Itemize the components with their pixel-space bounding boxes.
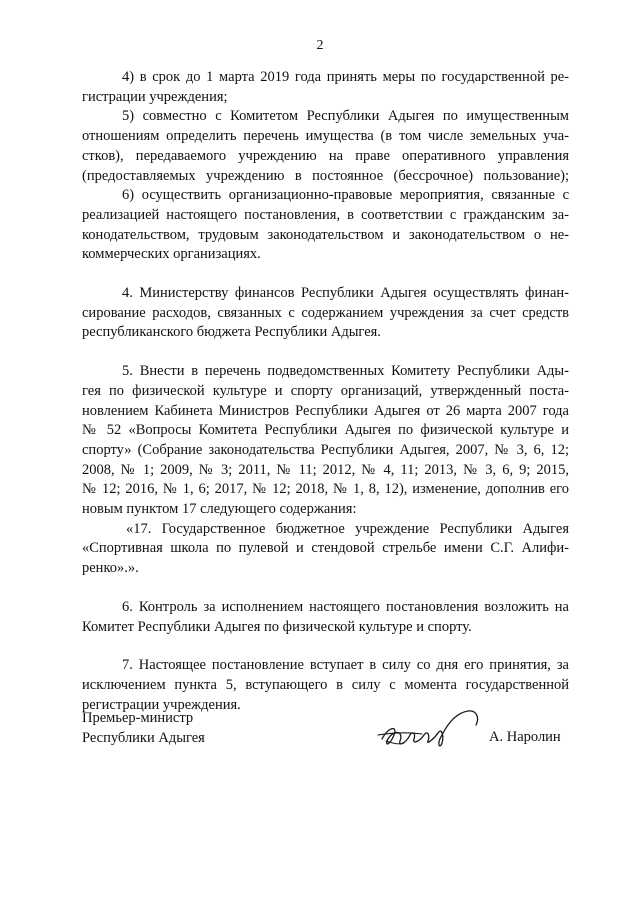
text-line: регистрации учреждения.: [82, 696, 241, 713]
text-line: республиканского бюджета Республики Адыгея.: [82, 324, 381, 341]
signatory-name: А. Наролин: [489, 729, 561, 745]
text-line: ренко».».: [82, 560, 139, 577]
text-line: исключением пункта 5, вступающего в силу с момента государственной: [82, 676, 569, 693]
text-line: новлением Кабинета Министров Республики Адыгея от 26 марта 2007 года: [82, 402, 569, 419]
text-line: «17. Государственное бюджетное учреждение Республики Адыгея: [126, 520, 569, 537]
text-line: 4. Министерству финансов Республики Адыгея осуществлять финан-: [122, 285, 569, 302]
text-line: Комитет Республики Адыгея по физической культуре и спорту.: [82, 618, 472, 635]
signatory-title: [82, 709, 205, 748]
text-line: новым пунктом 17 следующего содержания:: [82, 501, 357, 518]
text-line: № 52 «Вопросы Комитета Республики Адыгея по физической культуре и: [82, 422, 569, 439]
signatory-title-line: Премьер-министр: [82, 710, 194, 726]
text-line: № 12; 2016, № 1, 6; 2017, № 12; 2018, № 1, 8, 12), изменение, дополнив его: [82, 481, 569, 498]
text-line: гея по физической культуре и спорту организаций, утвержденный поста-: [82, 382, 569, 399]
paragraph-gap: [82, 637, 569, 656]
text-line: конодательством, трудовым законодательством и законодательством о не-: [82, 226, 569, 243]
text-line: стков), передаваемого учреждению на праве оперативного управления: [82, 147, 569, 164]
text-line: «Спортивная школа по пулевой и стендовой стрельбе имени С.Г. Алифи-: [82, 540, 569, 557]
text-line: 2008, № 1; 2009, № 3; 2011, № 11; 2012, № 4, 11; 2013, № 3, 6, 9; 2015,: [82, 461, 569, 478]
document-body: [82, 68, 569, 715]
handwritten-signature: [372, 705, 484, 755]
text-line: 7. Настоящее постановление вступает в силу со дня его принятия, за: [122, 657, 569, 674]
text-line: коммерческих организациях.: [82, 246, 261, 263]
text-line: 5. Внести в перечень подведомственных Комитету Республики Ады-: [122, 363, 569, 380]
paragraph-gap: [82, 343, 569, 362]
text-line: сирование расходов, связанных с содержанием учреждения за счет средств: [82, 304, 569, 321]
paragraph-gap: [82, 265, 569, 284]
text-line: (предоставляемых учреждению в постоянное (бессрочное) пользование);: [82, 167, 569, 184]
signatory-title-line: Республики Адыгея: [82, 729, 205, 746]
text-line: спорту» (Собрание законодательства Республики Адыгея, 2007, № 3, 6, 12;: [82, 441, 569, 458]
paragraph-gap: [82, 579, 569, 598]
page-number: 2: [316, 38, 324, 53]
text-line: 6) осуществить организационно-правовые мероприятия, связанные с: [122, 187, 569, 204]
text-line: 6. Контроль за исполнением настоящего постановления возложить на: [122, 598, 569, 615]
text-line: гистрации учреждения;: [82, 88, 228, 105]
text-line: 5) совместно с Комитетом Республики Адыгея по имущественным: [122, 108, 569, 125]
text-line: отношениям определить перечень имущества (в том числе земельных уча-: [82, 128, 569, 145]
text-line: 4) в срок до 1 марта 2019 года принять меры по государственной ре-: [122, 69, 569, 85]
text-line: реализацией настоящего постановления, в соответствии с гражданским за-: [82, 206, 569, 223]
